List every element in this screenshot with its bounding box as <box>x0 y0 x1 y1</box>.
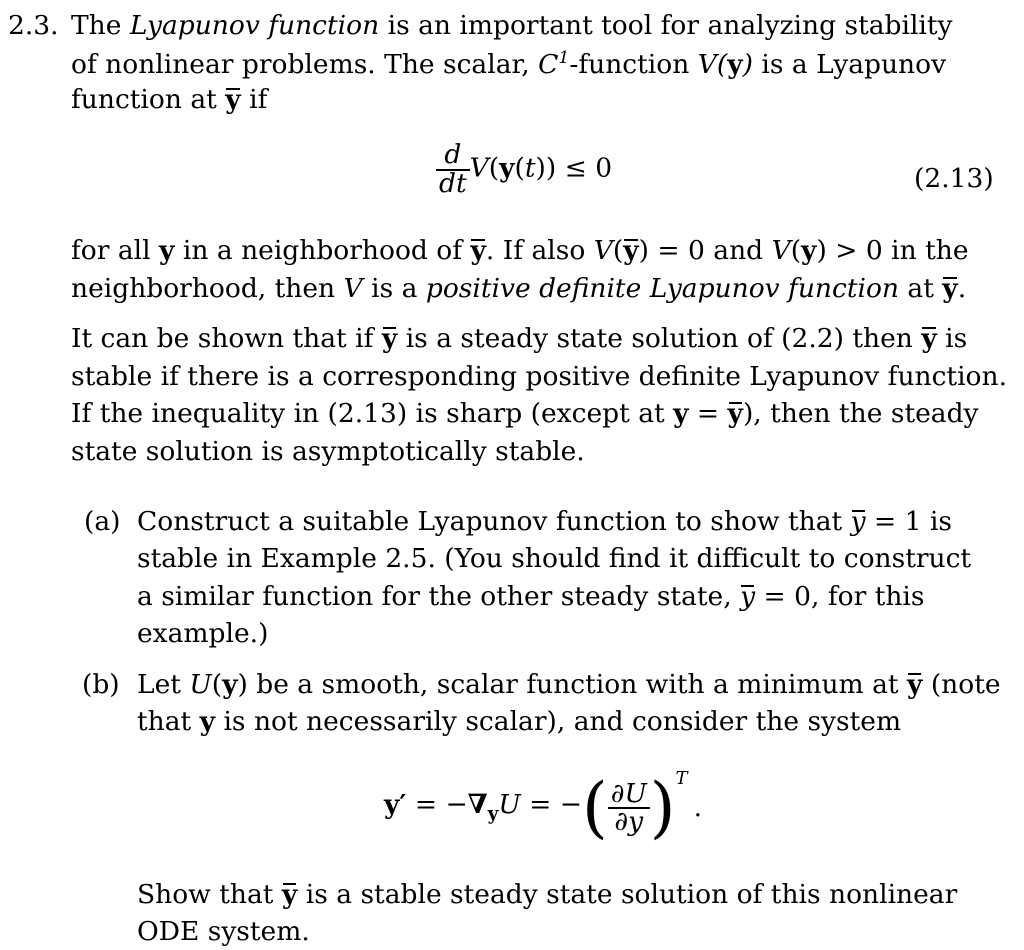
term-positive-definite: positive definite Lyapunov function <box>425 273 899 304</box>
stability-line-2: stable if there is a corresponding positive definite Lyapunov function. <box>71 361 1008 392</box>
part-a-line-4: example.) <box>137 618 269 649</box>
intro-line-2 <box>71 50 946 78</box>
part-b-line-3: Show that y is a stable steady state solution of this nonlinear <box>137 879 958 910</box>
intro-line2-a: of nonlinear problems. The scalar, <box>71 48 530 80</box>
transpose-sup: T <box>675 768 688 789</box>
intro-line2-c: is a Lyapunov <box>761 48 947 80</box>
part-a-line-1: Construct a suitable Lyapunov function to show that y = 1 is <box>137 506 953 537</box>
term-lyapunov-function: Lyapunov function <box>129 10 380 41</box>
stability-line-4: state solution is asymptotically stable. <box>71 436 585 467</box>
stability-line-3: If the inequality in (2.13) is sharp (except at y = y), then the steady <box>71 398 979 429</box>
problem-number: 2.3. <box>8 10 59 41</box>
stability-line-1: It can be shown that if y is a steady state solution of (2.2) then y is <box>71 323 968 354</box>
c1-symbol: $C^1$ <box>538 48 570 80</box>
equation-2-13: $\frac{d}{dt}$ V(y(t)) ≤ 0 <box>436 142 612 197</box>
defn-line-1: for all y in a neighborhood of y. If also V(y) = 0 and V(y) > 0 in the <box>71 235 969 266</box>
partial-fraction: $\frac{\partial U}{\partial y}$ <box>608 781 650 836</box>
intro-the: The <box>71 10 122 41</box>
defn-line-2: neighborhood, then V is a positive definite Lyapunov function at y. <box>71 273 967 304</box>
intro-line2-b: -function <box>569 48 690 80</box>
equation-label-2-13: (2.13) <box>914 163 994 194</box>
left-paren: ( <box>582 769 608 846</box>
part-a-label: (a) <box>84 506 121 537</box>
intro-line-3: function at y if <box>71 84 268 115</box>
d-dt-fraction: $\frac{d}{dt}$ <box>436 142 470 197</box>
right-paren: ) <box>649 769 676 846</box>
eq-lhs: $y' = -\nabla_yU$ = − <box>384 789 582 825</box>
v-of-y: V(y) <box>697 48 753 80</box>
part-a-line-2: stable in Example 2.5. (You should find it difficult to construct <box>137 543 972 574</box>
part-b-label: (b) <box>82 669 120 700</box>
part-b-line-1: Let U(y) be a smooth, scalar function with a minimum at y (note <box>137 669 1001 700</box>
part-b-line-2: that y is not necessarily scalar), and consider the system <box>137 706 902 737</box>
intro-line-1 <box>71 10 953 41</box>
part-a-line-3: a similar function for the other steady state, y = 0, for this <box>137 581 925 612</box>
intro-rest: is an important tool for analyzing stability <box>387 10 953 41</box>
gradient-equation: $y' = -\nabla_yU$ = − ( $\frac{\partial U}{\partial y}$ ) T . <box>384 768 702 846</box>
ybar-symbol: y <box>225 84 241 115</box>
part-b-line-4: ODE system. <box>137 916 310 947</box>
